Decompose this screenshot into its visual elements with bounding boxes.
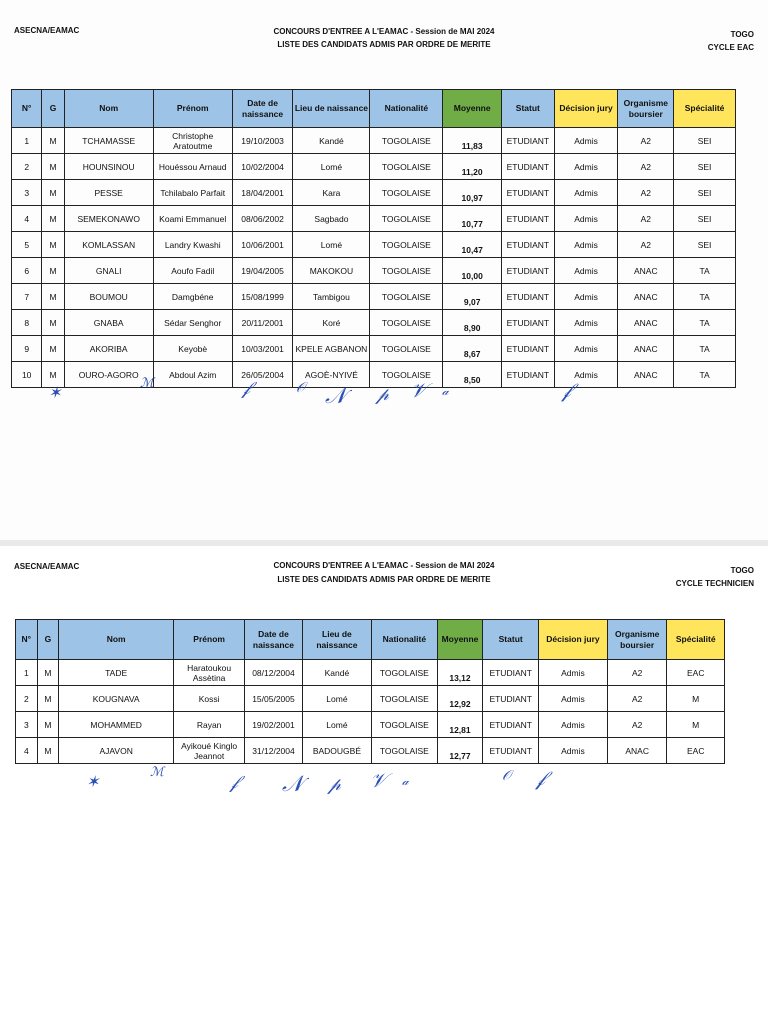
cell-nom: KOMLASSAN — [64, 232, 153, 258]
cell-decision-jury: Admis — [554, 310, 618, 336]
header-col-number: N° — [16, 620, 38, 660]
cell-number: 2 — [12, 154, 42, 180]
cell-gender: M — [42, 128, 64, 154]
cell-decision-jury: Admis — [554, 362, 618, 388]
cell-moyenne: 10,97 — [443, 180, 502, 206]
cell-specialite: EAC — [667, 738, 725, 764]
cell-decision-jury: Admis — [554, 336, 618, 362]
cell-gender: M — [42, 310, 64, 336]
header-col-moyenne: Moyenne — [437, 620, 483, 660]
cell-lieu-naissance: Kandé — [302, 660, 371, 686]
cell-statut: ETUDIANT — [483, 712, 539, 738]
cell-lieu-naissance: MAKOKOU — [293, 258, 370, 284]
cell-nationalite: TOGOLAISE — [370, 284, 443, 310]
cell-gender: M — [37, 738, 59, 764]
cell-statut: ETUDIANT — [502, 128, 555, 154]
header-col-organisme-boursier: Organisme boursier — [607, 620, 667, 660]
cell-specialite: EAC — [667, 660, 725, 686]
cell-lieu-naissance: Koré — [293, 310, 370, 336]
cell-decision-jury: Admis — [539, 660, 608, 686]
cell-number: 6 — [12, 258, 42, 284]
header-col-lieu-naissance: Lieu de naissance — [302, 620, 371, 660]
jury-signature: ℳ — [140, 376, 154, 391]
cell-organisme-boursier: A2 — [618, 206, 674, 232]
cell-date-naissance: 19/10/2003 — [232, 128, 293, 154]
cell-moyenne: 8,67 — [443, 336, 502, 362]
cell-gender: M — [42, 206, 64, 232]
cell-organisme-boursier: ANAC — [618, 362, 674, 388]
sheet-title: CONCOURS D'ENTREE A L'EAMAC - Session de MAI 2024 — [273, 27, 495, 36]
cell-number: 3 — [16, 712, 38, 738]
jury-signature: 𝒱 — [370, 768, 387, 792]
cell-nationalite: TOGOLAISE — [370, 362, 443, 388]
cell-organisme-boursier: A2 — [618, 128, 674, 154]
jury-signature: 𝒩 — [325, 384, 347, 409]
table-row — [12, 258, 736, 284]
header-col-moyenne: Moyenne — [443, 90, 502, 128]
results-sheet-technicien — [0, 546, 768, 1024]
table-row — [16, 712, 725, 738]
cell-decision-jury: Admis — [539, 686, 608, 712]
cell-lieu-naissance: Lomé — [302, 686, 371, 712]
cell-date-naissance: 31/12/2004 — [245, 738, 303, 764]
country-label: TOGO — [730, 566, 754, 575]
table-header-row — [16, 620, 725, 660]
header-col-nationalite: Nationalité — [370, 90, 443, 128]
header-col-nom: Nom — [64, 90, 153, 128]
sheet-title: CONCOURS D'ENTREE A L'EAMAC - Session de MAI 2024 — [273, 561, 495, 570]
cell-decision-jury: Admis — [539, 738, 608, 764]
cell-organisme-boursier: ANAC — [618, 258, 674, 284]
cell-prenom: Landry Kwashi — [153, 232, 232, 258]
cell-specialite: M — [667, 686, 725, 712]
cell-gender: M — [42, 232, 64, 258]
cell-prenom: Abdoul Azim — [153, 362, 232, 388]
cell-moyenne: 8,90 — [443, 310, 502, 336]
cell-moyenne: 9,07 — [443, 284, 502, 310]
cell-number: 1 — [16, 660, 38, 686]
cell-number: 3 — [12, 180, 42, 206]
cell-date-naissance: 19/02/2001 — [245, 712, 303, 738]
cell-statut: ETUDIANT — [502, 310, 555, 336]
cell-nom: GNALI — [64, 258, 153, 284]
header-col-prenom: Prénom — [174, 620, 245, 660]
cell-gender: M — [42, 154, 64, 180]
cell-nationalite: TOGOLAISE — [370, 154, 443, 180]
header-col-gender: G — [37, 620, 59, 660]
cell-nationalite: TOGOLAISE — [370, 258, 443, 284]
cell-moyenne: 11,20 — [443, 154, 502, 180]
jury-signature: 𝒻 — [562, 378, 571, 402]
cell-lieu-naissance: Kara — [293, 180, 370, 206]
cell-date-naissance: 18/04/2001 — [232, 180, 293, 206]
table-row — [12, 310, 736, 336]
cell-specialite: SEI — [674, 232, 736, 258]
jury-signature: 𝒩 — [282, 772, 304, 797]
cell-gender: M — [37, 686, 59, 712]
cell-date-naissance: 10/03/2001 — [232, 336, 293, 362]
cell-specialite: M — [667, 712, 725, 738]
table-row — [12, 336, 736, 362]
cell-prenom: Houéssou Arnaud — [153, 154, 232, 180]
cell-statut: ETUDIANT — [502, 284, 555, 310]
header-col-number: N° — [12, 90, 42, 128]
cell-decision-jury: Admis — [554, 232, 618, 258]
cell-number: 10 — [12, 362, 42, 388]
cell-gender: M — [37, 660, 59, 686]
cell-statut: ETUDIANT — [483, 660, 539, 686]
table-row — [16, 686, 725, 712]
cell-gender: M — [42, 284, 64, 310]
table-row — [12, 154, 736, 180]
cell-organisme-boursier: A2 — [618, 232, 674, 258]
cell-number: 8 — [12, 310, 42, 336]
table-row — [12, 284, 736, 310]
header-col-gender: G — [42, 90, 64, 128]
cell-nationalite: TOGOLAISE — [370, 206, 443, 232]
cell-statut: ETUDIANT — [483, 686, 539, 712]
cell-organisme-boursier: A2 — [618, 154, 674, 180]
cell-nationalite: TOGOLAISE — [370, 180, 443, 206]
cell-lieu-naissance: Lomé — [293, 232, 370, 258]
cell-specialite: SEI — [674, 154, 736, 180]
cell-number: 5 — [12, 232, 42, 258]
cell-prenom: Kossi — [174, 686, 245, 712]
cell-nom: KOUGNAVA — [59, 686, 174, 712]
cell-nom: PESSE — [64, 180, 153, 206]
cell-nom: AJAVON — [59, 738, 174, 764]
jury-signature: 𝓅 — [328, 774, 341, 795]
cell-prenom: Christophe Aratoutme — [153, 128, 232, 154]
cell-moyenne: 12,77 — [437, 738, 483, 764]
cell-nationalite: TOGOLAISE — [370, 232, 443, 258]
cell-gender: M — [37, 712, 59, 738]
cycle-label: CYCLE TECHNICIEN — [675, 579, 754, 588]
jury-signature: ✶ — [48, 383, 62, 402]
jury-signature: 𝓅 — [376, 384, 389, 405]
cell-organisme-boursier: A2 — [607, 686, 667, 712]
cell-organisme-boursier: A2 — [607, 660, 667, 686]
jury-signature: 𝒻 — [242, 378, 251, 399]
cell-number: 4 — [16, 738, 38, 764]
cell-lieu-naissance: KPELE AGBANON — [293, 336, 370, 362]
table-row — [12, 206, 736, 232]
cell-organisme-boursier: ANAC — [607, 738, 667, 764]
jury-signature: 𝒻 — [536, 766, 545, 790]
cell-organisme-boursier: A2 — [607, 712, 667, 738]
cell-nom: MOHAMMED — [59, 712, 174, 738]
header-col-decision-jury: Décision jury — [554, 90, 618, 128]
cell-prenom: Tchilabalo Parfait — [153, 180, 232, 206]
header-col-date-naissance: Date de naissance — [232, 90, 293, 128]
cell-date-naissance: 20/11/2001 — [232, 310, 293, 336]
cell-lieu-naissance: Tambigou — [293, 284, 370, 310]
cell-organisme-boursier: ANAC — [618, 336, 674, 362]
cell-decision-jury: Admis — [554, 284, 618, 310]
header-col-date-naissance: Date de naissance — [245, 620, 303, 660]
admitted-candidates-table — [11, 89, 736, 388]
cell-date-naissance: 26/05/2004 — [232, 362, 293, 388]
cell-specialite: SEI — [674, 180, 736, 206]
cell-moyenne: 10,47 — [443, 232, 502, 258]
cell-prenom: Ayikoué Kinglo Jeannot — [174, 738, 245, 764]
cell-nationalite: TOGOLAISE — [372, 686, 438, 712]
cell-specialite: TA — [674, 258, 736, 284]
cell-date-naissance: 10/02/2004 — [232, 154, 293, 180]
header-col-decision-jury: Décision jury — [539, 620, 608, 660]
cell-nationalite: TOGOLAISE — [370, 128, 443, 154]
table-row — [12, 180, 736, 206]
sheet-subtitle: LISTE DES CANDIDATS ADMIS PAR ORDRE DE MERITE — [277, 575, 491, 584]
cell-lieu-naissance: Lomé — [293, 154, 370, 180]
table-header-row — [12, 90, 736, 128]
header-col-nom: Nom — [59, 620, 174, 660]
header-col-organisme-boursier: Organisme boursier — [618, 90, 674, 128]
cell-moyenne: 10,77 — [443, 206, 502, 232]
table-row — [12, 362, 736, 388]
cell-decision-jury: Admis — [554, 258, 618, 284]
country-label: TOGO — [730, 30, 754, 39]
table-row — [12, 232, 736, 258]
cell-specialite: TA — [674, 362, 736, 388]
jury-signature: 𝒪 — [296, 380, 305, 396]
header-col-statut: Statut — [483, 620, 539, 660]
cell-statut: ETUDIANT — [502, 362, 555, 388]
cell-date-naissance: 15/08/1999 — [232, 284, 293, 310]
cell-moyenne: 8,50 — [443, 362, 502, 388]
org-label: ASECNA/EAMAC — [14, 562, 80, 571]
cell-nom: AKORIBA — [64, 336, 153, 362]
cell-nom: TCHAMASSE — [64, 128, 153, 154]
cell-number: 2 — [16, 686, 38, 712]
jury-signature: ✶ — [86, 772, 100, 791]
cell-statut: ETUDIANT — [502, 206, 555, 232]
header-col-specialite: Spécialité — [667, 620, 725, 660]
cell-prenom: Koami Emmanuel — [153, 206, 232, 232]
cell-lieu-naissance: BADOUGBÉ — [302, 738, 371, 764]
jury-signature: 𝒪 — [502, 768, 511, 784]
cell-nationalite: TOGOLAISE — [370, 310, 443, 336]
jury-signature: ℳ — [150, 765, 164, 780]
cell-organisme-boursier: ANAC — [618, 284, 674, 310]
jury-signature: 𝒶 — [442, 384, 449, 398]
cell-decision-jury: Admis — [554, 154, 618, 180]
cell-lieu-naissance: Kandé — [293, 128, 370, 154]
admitted-candidates-table — [15, 619, 725, 764]
cell-nom: HOUNSINOU — [64, 154, 153, 180]
cell-gender: M — [42, 180, 64, 206]
cell-gender: M — [42, 258, 64, 284]
cell-specialite: TA — [674, 284, 736, 310]
cell-lieu-naissance: AGOÈ-NYIVÉ — [293, 362, 370, 388]
cell-gender: M — [42, 336, 64, 362]
cell-date-naissance: 10/06/2001 — [232, 232, 293, 258]
cell-nom: GNABA — [64, 310, 153, 336]
cell-lieu-naissance: Sagbado — [293, 206, 370, 232]
cell-moyenne: 11,83 — [443, 128, 502, 154]
header-col-nationalite: Nationalité — [372, 620, 438, 660]
cell-decision-jury: Admis — [554, 128, 618, 154]
cell-nationalite: TOGOLAISE — [372, 660, 438, 686]
cell-nationalite: TOGOLAISE — [372, 712, 438, 738]
cell-date-naissance: 08/12/2004 — [245, 660, 303, 686]
cycle-label: CYCLE EAC — [707, 43, 754, 52]
cell-nom: SEMEKONAWO — [64, 206, 153, 232]
cell-prenom: Keyobè — [153, 336, 232, 362]
cell-number: 7 — [12, 284, 42, 310]
cell-moyenne: 12,81 — [437, 712, 483, 738]
cell-statut: ETUDIANT — [502, 154, 555, 180]
cell-specialite: SEI — [674, 128, 736, 154]
cell-lieu-naissance: Lomé — [302, 712, 371, 738]
cell-statut: ETUDIANT — [502, 232, 555, 258]
cell-specialite: TA — [674, 310, 736, 336]
cell-specialite: TA — [674, 336, 736, 362]
cell-statut: ETUDIANT — [502, 336, 555, 362]
cell-date-naissance: 19/04/2005 — [232, 258, 293, 284]
cell-statut: ETUDIANT — [502, 180, 555, 206]
header-col-prenom: Prénom — [153, 90, 232, 128]
cell-nom: OURO-AGORO — [64, 362, 153, 388]
header-col-specialite: Spécialité — [674, 90, 736, 128]
cell-organisme-boursier: A2 — [618, 180, 674, 206]
table-row — [16, 660, 725, 686]
table-row — [16, 738, 725, 764]
jury-signature: 𝒻 — [230, 772, 239, 793]
cell-decision-jury: Admis — [539, 712, 608, 738]
cell-number: 1 — [12, 128, 42, 154]
cell-nom: TADE — [59, 660, 174, 686]
jury-signature: 𝒱 — [410, 378, 427, 402]
cell-specialite: SEI — [674, 206, 736, 232]
jury-signature: 𝒶 — [402, 774, 409, 788]
cell-decision-jury: Admis — [554, 206, 618, 232]
cell-nationalite: TOGOLAISE — [372, 738, 438, 764]
cell-organisme-boursier: ANAC — [618, 310, 674, 336]
cell-moyenne: 13,12 — [437, 660, 483, 686]
cell-number: 9 — [12, 336, 42, 362]
cell-prenom: Damgbéne — [153, 284, 232, 310]
table-row — [12, 128, 736, 154]
cell-decision-jury: Admis — [554, 180, 618, 206]
cell-prenom: Aoufo Fadil — [153, 258, 232, 284]
cell-prenom: Rayan — [174, 712, 245, 738]
cell-prenom: Haratoukou Assètina — [174, 660, 245, 686]
cell-moyenne: 12,92 — [437, 686, 483, 712]
sheet-subtitle: LISTE DES CANDIDATS ADMIS PAR ORDRE DE MERITE — [277, 40, 491, 49]
cell-date-naissance: 08/06/2002 — [232, 206, 293, 232]
cell-date-naissance: 15/05/2005 — [245, 686, 303, 712]
org-label: ASECNA/EAMAC — [14, 26, 80, 35]
cell-statut: ETUDIANT — [502, 258, 555, 284]
cell-moyenne: 10,00 — [443, 258, 502, 284]
header-col-lieu-naissance: Lieu de naissance — [293, 90, 370, 128]
cell-number: 4 — [12, 206, 42, 232]
cell-nationalite: TOGOLAISE — [370, 336, 443, 362]
header-col-statut: Statut — [502, 90, 555, 128]
cell-gender: M — [42, 362, 64, 388]
cell-nom: BOUMOU — [64, 284, 153, 310]
cell-prenom: Sédar Senghor — [153, 310, 232, 336]
cell-statut: ETUDIANT — [483, 738, 539, 764]
